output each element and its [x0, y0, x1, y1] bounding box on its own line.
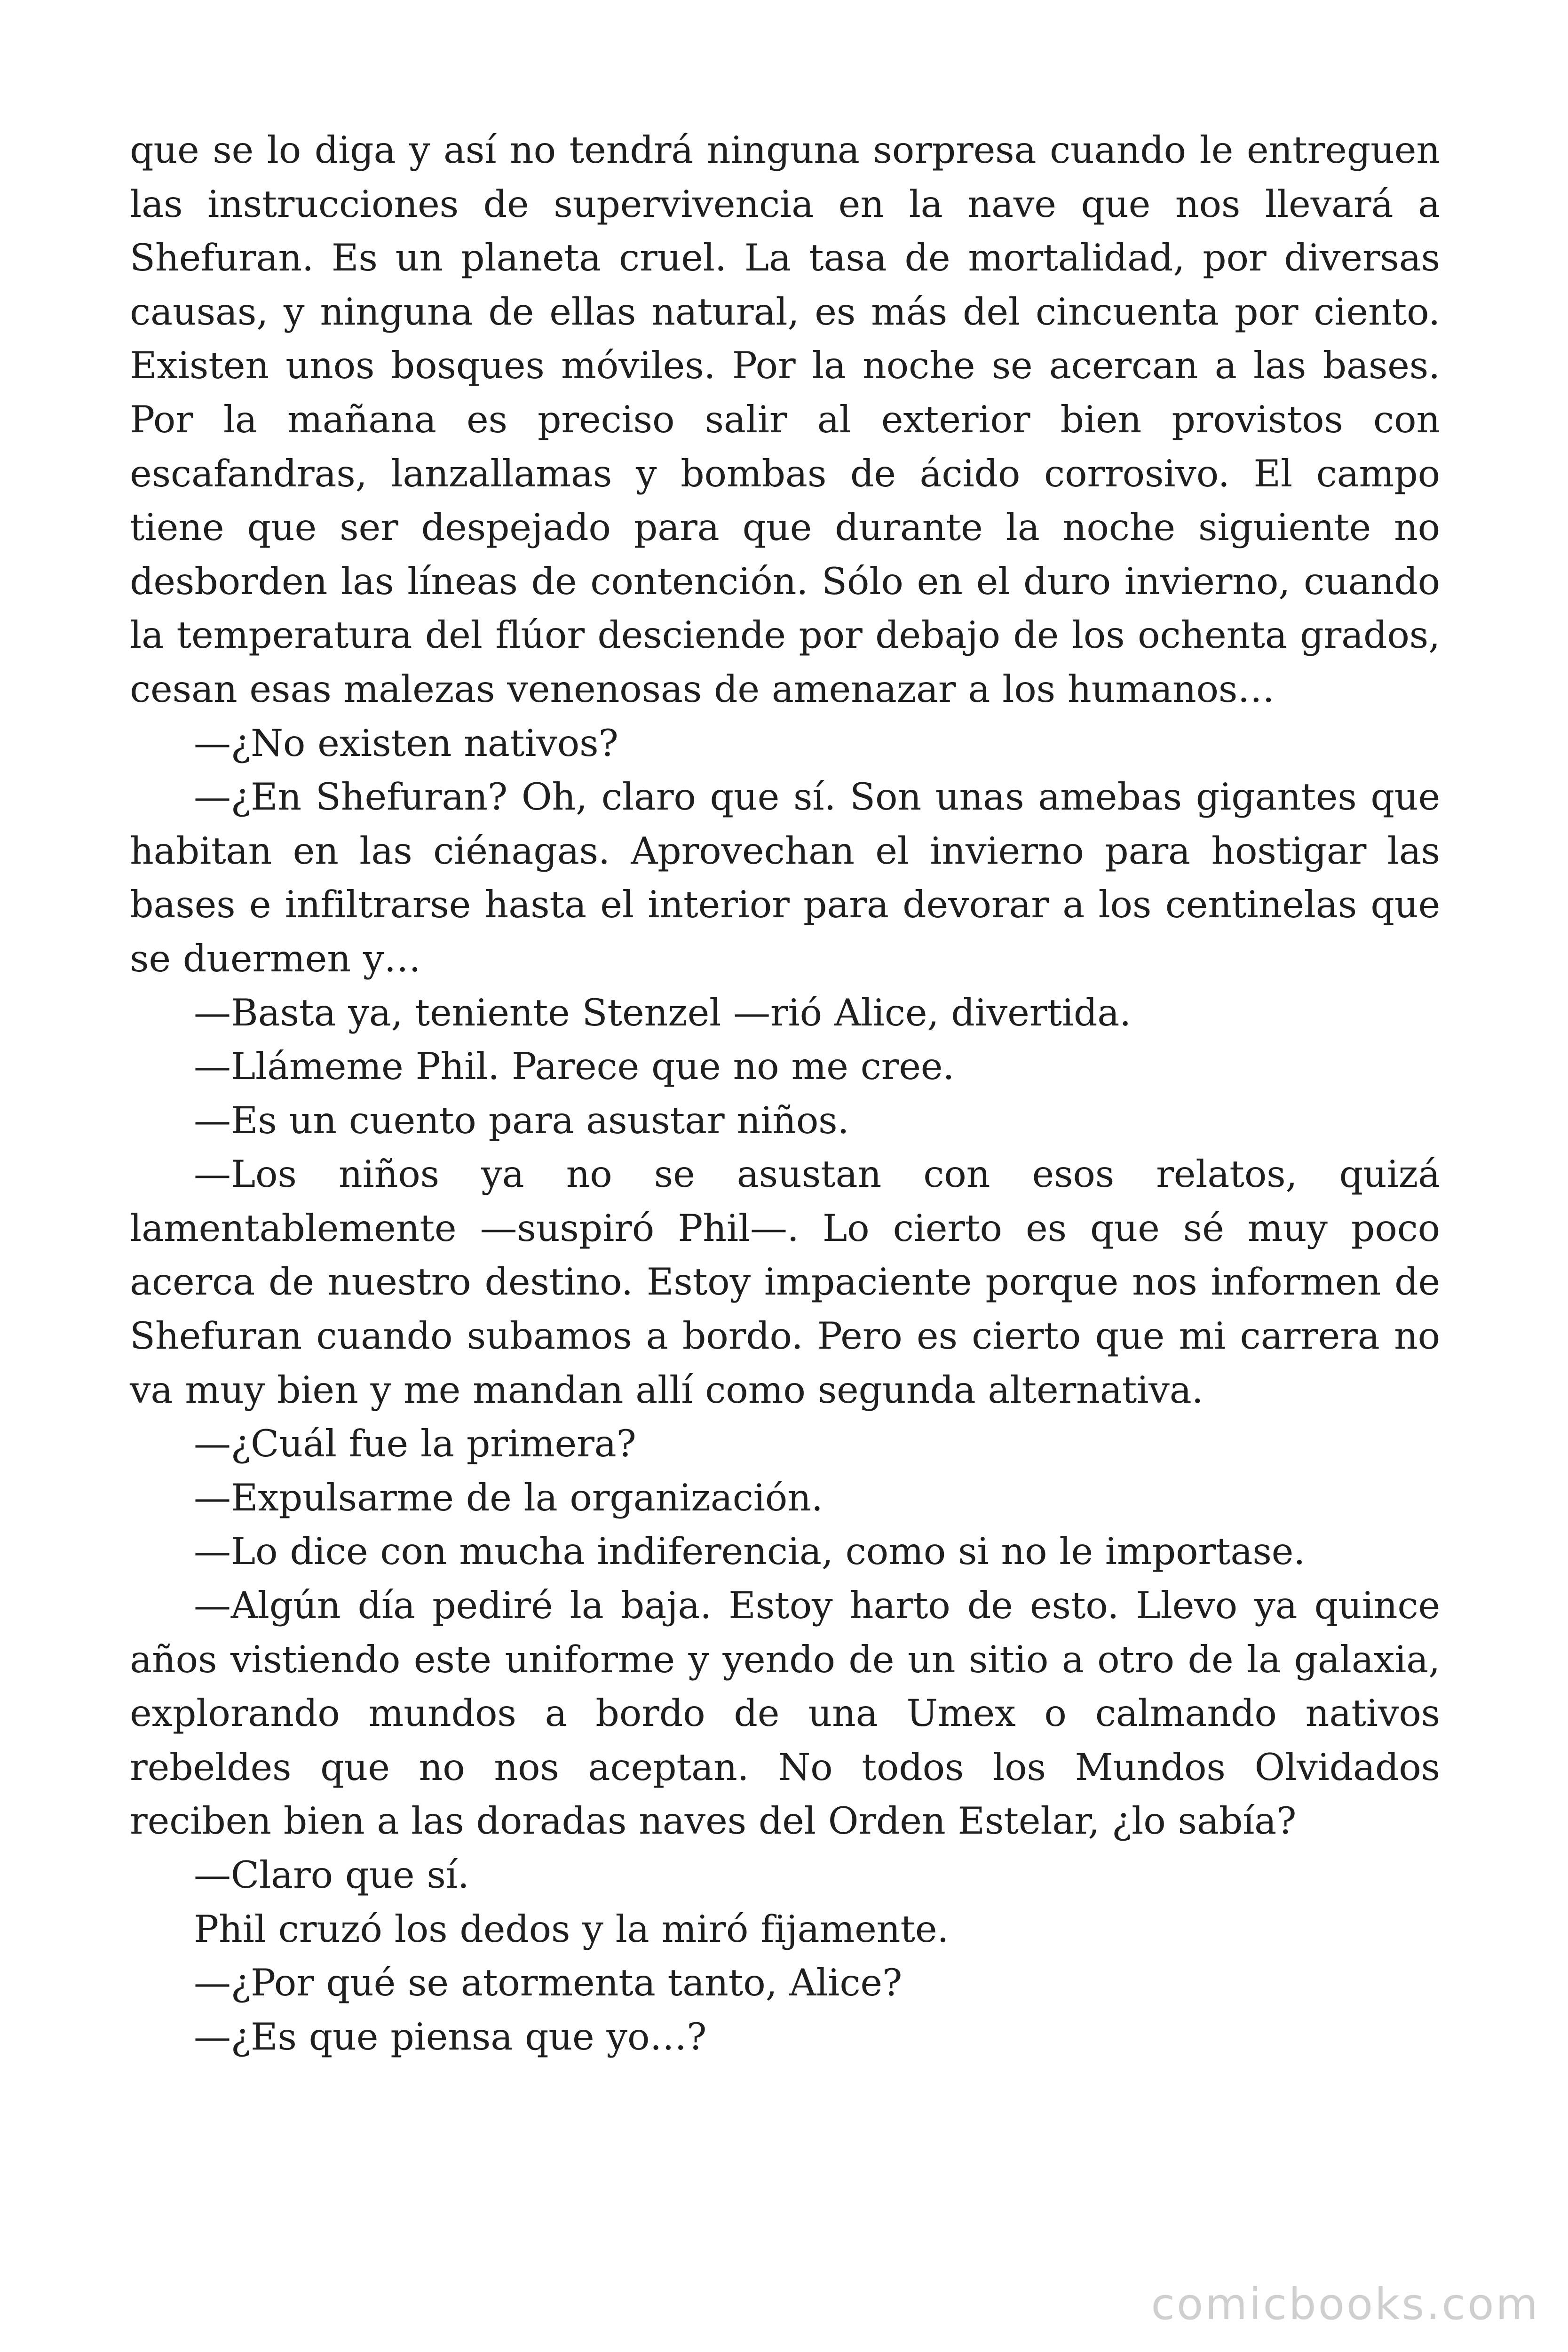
- paragraph-1: que se lo diga y así no tendrá ninguna sorpresa cuando le entreguen las instrucciones de supervivencia en la nave que nos llevará a Shefuran. Es un planeta cruel. La tasa de mortalidad, por diversas causas, y ninguna de ellas natural, es más del cincuenta por ciento. Existen unos bosques móviles. Por la noche se acercan a las bases. Por la mañana es preciso salir al exterior bien provistos con escafandras, lanzallamas y bombas de ácido corrosivo. El campo tiene que ser despejado para que durante la noche siguiente no desborden las líneas de contención. Sólo en el duro invierno, cuando la temperatura del flúor desciende por debajo de los ochenta grados, cesan esas malezas venenosas de amenazar a los humanos…: [130, 128, 1440, 711]
- paragraph-3: —¿En Shefuran? Oh, claro que sí. Son unas amebas gigantes que habitan en las ciénagas. Aprovechan el invierno para hostigar las bases e infiltrarse hasta el interior para devorar a los centinelas que se duermen y…: [130, 775, 1440, 980]
- paragraph-10: —Lo dice con mucha indiferencia, como si no le importase.: [194, 1530, 1306, 1573]
- paragraph-2: —¿No existen nativos?: [194, 721, 618, 765]
- paragraph-5: —Llámeme Phil. Parece que no me cree.: [194, 1045, 955, 1089]
- paragraph-11: —Algún día pediré la baja. Estoy harto de esto. Llevo ya quince años vistiendo este uniforme y yendo de un sitio a otro de la galaxia, explorando mundos a bordo de una Umex o calmando nativos rebeldes que no nos aceptan. No todos los Mundos Olvidados reciben bien a las doradas naves del Orden Estelar, ¿lo sabía?: [130, 1584, 1440, 1843]
- paragraph-4: —Basta ya, teniente Stenzel —rió Alice, divertida.: [194, 991, 1132, 1034]
- paragraph-14: —¿Por qué se atormenta tanto, Alice?: [194, 1961, 903, 2005]
- paragraph-13: Phil cruzó los dedos y la miró fijamente.: [194, 1907, 949, 1951]
- paragraph-6: —Es un cuento para asustar niños.: [194, 1098, 849, 1142]
- paragraph-7: —Los niños ya no se asustan con esos relatos, quizá lamentablemente —suspiró Phil—. Lo cierto es que sé muy poco acerca de nuestro destino. Estoy impaciente porque nos informen de Shefuran cuando subamos a bordo. Pero es cierto que mi carrera no va muy bien y me mandan allí como segunda alternativa.: [130, 1152, 1440, 1412]
- paragraph-15: —¿Es que piensa que yo…?: [194, 2015, 707, 2058]
- site-watermark: comicbooks.com: [1151, 2279, 1540, 2329]
- paragraph-8: —¿Cuál fue la primera?: [194, 1422, 636, 1466]
- book-page-text: [130, 123, 1440, 2064]
- paragraph-9: —Expulsarme de la organización.: [194, 1476, 823, 1519]
- paragraph-12: —Claro que sí.: [194, 1853, 469, 1897]
